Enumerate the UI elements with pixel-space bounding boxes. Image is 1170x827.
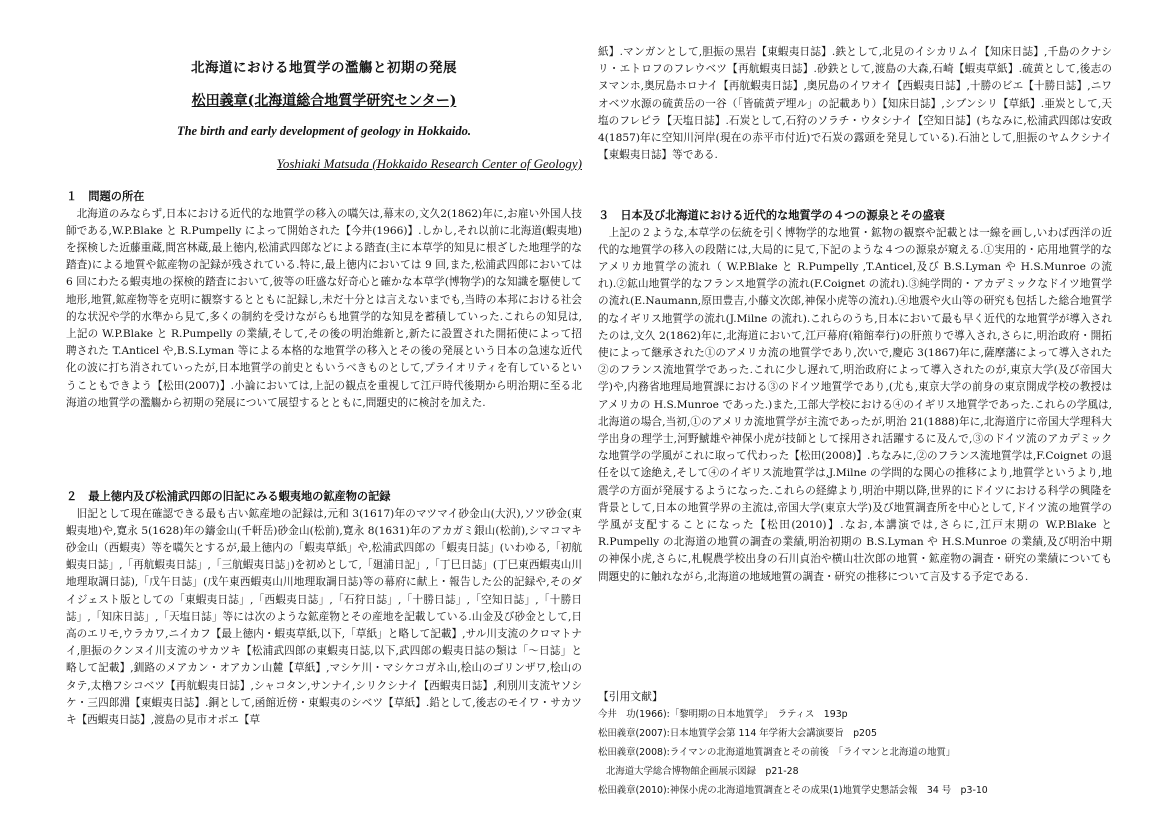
reference-item: 今井 功(1966):「黎明期の日本地質学」 ラティス 193p <box>598 709 848 720</box>
section-3 <box>598 207 1112 586</box>
paper-author-en: Yoshiaki Matsuda (Hokkaido Research Center of Geology) <box>276 156 582 171</box>
right-column <box>598 0 1112 827</box>
section-2-heading: ２ 最上徳内及び松浦武四郎の旧記にみる蝦夷地の鉱産物の記録 <box>66 489 391 503</box>
section-3-heading: ３ 日本及び北海道における近代的な地質学の４つの源泉とその盛衰 <box>598 208 945 222</box>
left-column <box>66 0 582 827</box>
references <box>598 688 1112 800</box>
section-2 <box>66 488 582 729</box>
paper-author: 松田義章(北海道総合地質学研究センター) <box>191 93 457 109</box>
paper-title-en: The birth and early development of geology in Hokkaido. <box>176 124 472 138</box>
reference-item: 松田義章(2010):神保小虎の北海道地質調査とその成果(1)地質学史懇話会報 34 号 p3-10 <box>598 785 988 796</box>
reference-item: 松田義章(2007):日本地質学会第 114 年学術大会講演要旨 p205 <box>598 728 877 739</box>
reference-item: 北海道大学総合博物館企画展示図録 p21-28 <box>606 766 799 777</box>
section-1 <box>66 188 582 412</box>
section-1-body: 北海道のみならず,日本における近代的な地質学の移入の嚆矢は,幕末の,文久2(1862)年に,お雇い外国人技師である,W.P.Blake と R.Pumpelly によって開始された【今井(1966)】.しかし,それ以前に北海道(蝦夷地)を探検した近藤重蔵,間宮林蔵,最上徳内,松浦武四郎などによる踏査(主に本草学的知見に根ざした地理学的な踏査)による地質や鉱産物の記録が残されている.特に,最上徳内においては 9 回,また,松浦武四郎においては 6 回にわたる蝦夷地の探検的踏査において,彼等の旺盛な好奇心と確かな本草学(博物学)的な知識を駆使して地形,地質,鉱産物等を克明に観察するとともに記録し,未だ十分とは言えないまでも,当時の本邦における社会的な状況や学的水準から見て,多くの制約を受けながらも地質学的な知見を蓄積していった.これらの知見は,上記の W.P.Blake と R.Pumpelly の業績,そして,その後の明治維新と,新たに設置された開拓使によって招聘された T.Anticel や,B.S.Lyman 等による本格的な地質学の移入とその後の発展という日本の急速な近代化の波に打ち消されていったが,日本地質学の前史ともいうべきものとして,プライオリティを有しているということもできよう【松田(2007)】.小論においては,上記の観点を重視して江戸時代後期から明治期に至る北海道の地質学の濫觴から初期の発展について展望するとともに,問題史的に検討を加えた. <box>66 207 582 409</box>
section-2-continued-body: 紙】.マンガンとして,胆振の黒岩【東蝦夷日誌】.鉄として,北見のイシカリムイ【知床日誌】,千島のクナシリ・エトロフのフレウベツ【再航蝦夷日誌】.砂鉄として,渡島の大森,石崎【蝦夷草紙】.硫黄として,後志のヌマンホ,奥尻島ホロナイ【再航蝦夷日誌】,奥尻島のイワオイ【西蝦夷日誌】,十勝のビエ【十勝日誌】,ニワオベツ水源の硫黄岳の一谷（「皆硫黄デ埋ル」の記載あり）【知床日誌】,シブンシリ【草紙】.亜炭として,天塩のフレピラ【天塩日誌】.石炭として,石狩のソラチ・ウタシナイ【空知日誌】(ちなみに,松浦武四郎は安政 4(1857)年に空知川河岸(現在の赤平市付近)で石炭の露頭を発見している).石油として,胆振のヤムクシナイ【東蝦夷日誌】等である. <box>598 46 1112 162</box>
references-heading: 【引用文献】 <box>598 690 663 703</box>
section-2-continued <box>598 44 1112 164</box>
section-2-body: 旧記として現在確認できる最も古い鉱産地の記録は,元和 3(1617)年のマツマイ砂金山(大沢),ソツ砂金(東蝦夷地)や,寛永 5(1628)年の鑄金山(千軒岳)砂金山(松前),寛永 8(1631)年のアカガミ銀山(松前),シマコマキ砂金山（西蝦夷）等を嚆矢とするが,最上徳内の「蝦夷草紙」や,松浦武四郎の「蝦夷日誌」(いわゆる,「初航蝦夷日誌」,「再航蝦夷日誌」,「三航蝦夷日誌」)を初めとして,「廻浦日記」,「丁巳日誌」(丁巳東西蝦夷山川地理取調日誌),「戊午日誌」(戊午東西蝦夷山川地理取調日誌)等の幕府に献上・報告した公的記録や,そのダイジェスト版としての「東蝦夷日誌」,「西蝦夷日誌」,「石狩日誌」,「十勝日誌」,「空知日誌」,「十勝日誌」,「知床日誌」,「天塩日誌」等には次のような鉱産物とその産地を記載している.山金及び砂金として,日高のエリモ,ウラカワ,ニイカフ【最上徳内・蝦夷草紙,以下,「草紙」と略して記載】,サル川支流のクロマトナイ,胆振のクンヌイ川支流のサカツキ【松浦武四郎の東蝦夷日誌,以下,武四郎の蝦夷日誌の類は「～日誌」と略して記載】,釧路のメアカン・オアカン山麓【草紙】,マシケ川・マシケコガネ山,桧山のゴリンザワ,桧山のタテ,太櫓フシコベツ【再航蝦夷日誌】,シャコタン,サンナイ,シリクシナイ【西蝦夷日誌】,利別川支流ヤソシケ・三四郎淵【東蝦夷日誌】.銅として,函館近傍・東蝦夷のシベツ【草紙】.鉛として,後志のモイワ・サカツキ【西蝦夷日誌】,渡島の見市オボエ【草 <box>66 507 582 726</box>
section-1-heading: １ 問題の所在 <box>66 189 145 203</box>
reference-item: 松田義章(2008):ライマンの北海道地質調査とその前後 「ライマンと北海道の地質」 <box>598 747 956 758</box>
paper-title: 北海道における地質学の濫觴と初期の発展 <box>191 60 457 76</box>
section-3-body: 上記の２ような,本草学の伝統を引く博物学的な地質・鉱物の観察や記載とは一線を画し,いわば西洋の近代的な地質学の移入の段階には,大局的に見て,下記のような４つの源泉が窺える.①実用的・応用地質学的なアメリカ地質学の流れ（ W.P.Blake と R.Pumpelly ,T.Anticel,及び B.S.Lyman や H.S.Munroe の流れ).②鉱山地質学的なフランス地質学の流れ(F.Coignet の流れ).③純学問的・アカデミックなドイツ地質学の流れ(E.Naumann,原田豊吉,小藤文次郎,神保小虎等の流れ).④地震や火山等の研究も包括した総合地質学的なイギリス地質学の流れ(J.Milne の流れ).これらのうち,日本において最も早く近代的な地質学が導入されたのは,文久 2(1862)年に,北海道において,江戸幕府(箱館奉行)の肝煎りで導入され,さらに,明治政府・開拓使によって継承された①のアメリカ流の地質学であり,次いで,慶応 3(1867)年に,薩摩藩によって導入された②のフランス流地質学であった.これに少し遅れて,明治政府によって導入されたのが,東京大学(及び帝国大学)や,内務省地理局地質課における③のドイツ地質学であり,(尤も,東京大学の前身の東京開成学校の教授はアメリカの H.S.Munroe であった.)また,工部大学校における④のイギリス地質学であった.これらの学風は,北海道の場合,当初,①のアメリカ流地質学が主流であったが,明治 21(1888)年に,北海道庁に帝国大学理科大学出身の理学士,河野鯱雄や神保小虎が技師として採用され活躍するに及んで,③のドイツ流のアカデミックな地質学の学風がこれに取って代わった【松田(2008)】.ちなみに,②のフランス流地質学は,F.Coignet の退任を以て途絶え,そして④のイギリス流地質学は,J.Milne の学問的な関心の推移により,地質学というより,地震学の方面が発展するようになった.これらの経緯より,明治中期以降,世界的にドイツにおける科学の興隆を背景として,日本の地質学界の主流は,帝国大学(東京大学)及び地質調査所を中心として,ドイツ流の地質学の学風が支配することになった【松田(2010)】.なお,本講演では,さらに,江戸末期の W.P.Blake と R.Pumpelly の北海道の地質の調査の業績,明治初期の B.S.Lyman や H.S.Munroe の業績,及び明治中期の神保小虎,さらに,札幌農学校出身の石川貞治や横山壮次郎の地質・鉱産物の調査・研究の業績についても問題史的に触れながら,北海道の地域地質の調査・研究の推移について言及する予定である. <box>598 226 1112 583</box>
